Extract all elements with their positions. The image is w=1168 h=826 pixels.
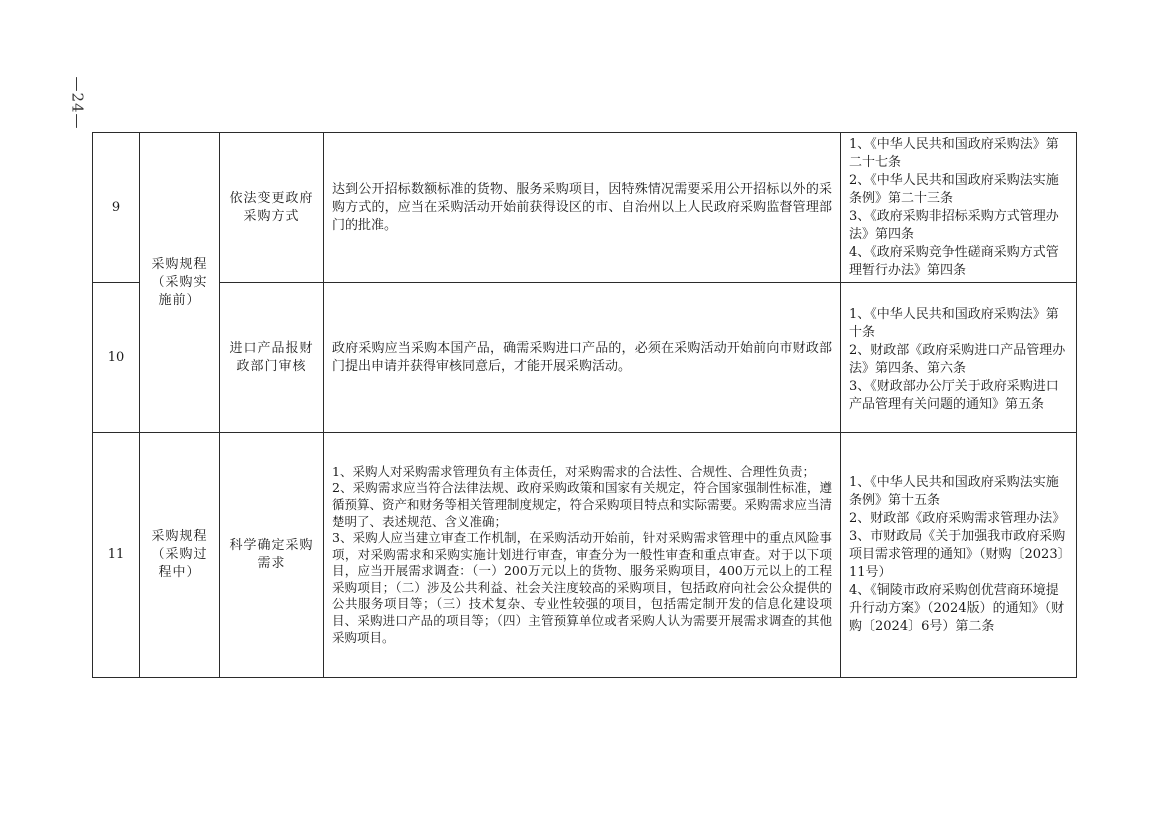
legal-basis-cell — [841, 133, 1077, 283]
legal-basis-entry: 4、《政府采购竞争性磋商采购方式管理暂行办法》第四条 — [849, 244, 1059, 278]
category-cell: 采购规程（采购过程中） — [140, 433, 220, 678]
row-number: 11 — [93, 433, 140, 678]
page-number-text: —24— — [69, 76, 87, 130]
item-name: 进口产品报财政部门审核 — [220, 283, 324, 433]
legal-basis-entry: 3、《财政部办公厅关于政府采购进口产品管理有关问题的通知》第五条 — [849, 378, 1059, 412]
requirement-text: 政府采购应当采购本国产品，确需采购进口产品的，必须在采购活动开始前向市财政部门提出申请并获得审核同意后，才能开展采购活动。 — [332, 340, 832, 374]
table-row — [93, 133, 1077, 283]
requirement-text: 达到公开招标数额标准的货物、服务采购项目，因特殊情况需要采用公开招标以外的采购方式的，应当在采购活动开始前获得设区的市、自治州以上人民政府采购监督管理部门的批准。 — [332, 181, 832, 233]
regulation-table — [92, 132, 1077, 678]
item-name: 科学确定采购需求 — [220, 433, 324, 678]
legal-basis-entry: 3、《政府采购非招标采购方式管理办法》第四条 — [849, 208, 1059, 242]
item-name: 依法变更政府采购方式 — [220, 133, 324, 283]
requirement-text: 2、采购需求应当符合法律法规、政府采购政策和国家有关规定，符合国家强制性标准，遵循预算、资产和财务等相关管理制度规定，符合采购项目特点和实际需要。采购需求应当清楚明了、表述规范、含义准确； — [332, 480, 833, 529]
legal-basis-entry: 4、《铜陵市政府采购创优营商环境提升行动方案》（2024版）的通知》（财购〔2024〕6号）第二条 — [849, 583, 1065, 634]
row-number: 10 — [93, 283, 140, 433]
legal-basis-entry: 1、《中华人民共和国政府采购法》第十条 — [849, 306, 1059, 340]
legal-basis-entry: 2、《中华人民共和国政府采购法实施条例》第二十三条 — [849, 172, 1059, 206]
requirement-cell — [324, 433, 841, 678]
legal-basis-entry: 2、财政部《政府采购进口产品管理办法》第四条、第六条 — [849, 342, 1066, 376]
table-row — [93, 283, 1077, 433]
legal-basis-entry: 1、《中华人民共和国政府采购法》第二十七条 — [849, 136, 1059, 170]
row-number: 9 — [93, 133, 140, 283]
requirement-text: 1、采购人对采购需求管理负有主体责任，对采购需求的合法性、合规性、合理性负责； — [332, 463, 815, 479]
page-number — [66, 78, 90, 128]
requirement-text: 3、采购人应当建立审查工作机制，在采购活动开始前，针对采购需求管理中的重点风险事项，对采购需求和采购实施计划进行审查，审查分为一般性审查和重点审查。对于以下项目，应当开展需求调查：（一）200万元以上的货物、服务采购项目，400万元以上的工程采购项目；（二）涉及公共利益、社会关注度较高的采购项目，包括政府向社会公众提供的公共服务项目等；（三）技术复杂、专业性较强的项目，包括需定制开发的信息化建设项目、采购进口产品的项目等；（四）主管预算单位或者采购人认为需要开展需求调查的其他采购项目。 — [332, 530, 832, 645]
legal-basis-entry: 1、《中华人民共和国政府采购法实施条例》第十五条 — [849, 475, 1059, 508]
legal-basis-entry: 2、财政部《政府采购需求管理办法》 — [849, 511, 1066, 526]
category-cell: 采购规程（采购实施前） — [140, 133, 220, 433]
requirement-cell — [324, 283, 841, 433]
requirement-cell — [324, 133, 841, 283]
legal-basis-cell — [841, 433, 1077, 678]
legal-basis-entry: 3、市财政局《关于加强我市政府采购项目需求管理的通知》（财购〔2023〕11号） — [849, 529, 1066, 580]
legal-basis-cell — [841, 283, 1077, 433]
table-row — [93, 433, 1077, 678]
